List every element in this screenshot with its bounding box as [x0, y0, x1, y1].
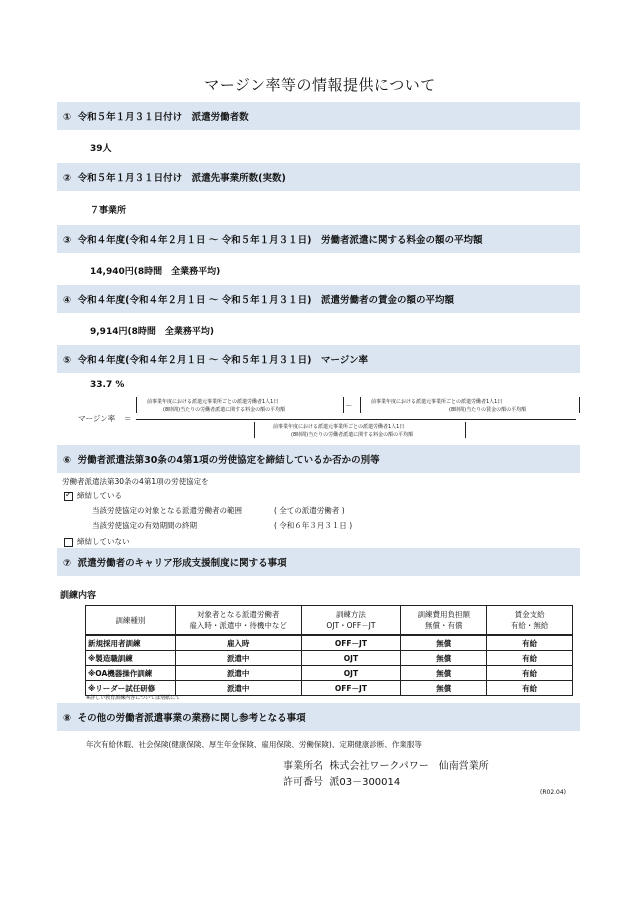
section-2-header [57, 163, 580, 191]
section-heading: 令和５年１月３１日付け 派遣先事業所数(実数) [77, 173, 286, 184]
training-heading: 訓練内容 [60, 591, 97, 601]
section-7-header [57, 548, 580, 576]
license-label: 許可番号 [283, 777, 323, 788]
agreement-scope-label: 当該労使協定の対象となる派遣労働者の範囲 [92, 506, 242, 515]
section-8-header [57, 703, 580, 731]
formula-term-fee [136, 397, 344, 413]
section-heading: 派遣労働者のキャリア形成支援制度に関する事項 [77, 558, 287, 569]
formula-label: マージン率 [78, 414, 116, 423]
agreement-concluded-label: 締結している [77, 491, 122, 500]
section-heading: 令和５年１月３１日付け 派遣労働者数 [77, 112, 249, 123]
office-name-label: 事業所名 [283, 761, 323, 772]
average-fee: 14,940円(8時間 全業務平均) [90, 267, 221, 277]
formula-equals: ＝ [124, 414, 132, 423]
section-number: ⑥ [63, 455, 72, 466]
average-wage: 9,914円(8時間 全業務平均) [90, 327, 214, 337]
formula-denominator-line1: 前事業年度における派遣元事業所ごとの派遣労働者1人1日 [273, 424, 405, 430]
checkbox-checked-icon [64, 492, 73, 501]
section-6-header [57, 445, 580, 473]
section-3-header [57, 225, 580, 253]
formula-term-wage-line1: 前事業年度における派遣元事業所ごとの派遣労働者1人1日 [371, 399, 503, 405]
office-name [283, 757, 489, 772]
table-row: ※リーダー試任研修 派遣中 OFF－JT 無償 有給 [86, 681, 573, 696]
section-number: ⑦ [63, 558, 72, 569]
header-training-type: 訓練種別 [86, 606, 176, 636]
training-table-header-row [86, 606, 573, 636]
section-4-header [57, 285, 580, 313]
formula-minus: － [345, 401, 353, 410]
agreement-not-concluded-label: 締結していない [77, 537, 130, 546]
section-number: ⑤ [63, 355, 72, 366]
formula-term-fee-line1: 前事業年度における派遣元事業所ごとの派遣労働者1人1日 [147, 399, 279, 405]
formula-denominator [254, 422, 466, 438]
section-1-header [57, 102, 580, 130]
client-office-count: ７事業所 [90, 206, 127, 216]
license-value: 派03－300014 [329, 777, 401, 788]
section-heading: 令和４年度(令和４年２月１日 ～ 令和５年１月３１日) 労働者派遣に関する料金の額の平均額 [77, 235, 483, 246]
worker-count: 39人 [90, 144, 112, 154]
section-number: ② [63, 173, 72, 184]
header-wage-payment: 賃金支給 有給・無給 [487, 606, 573, 636]
formula-fraction-line [136, 419, 576, 420]
table-row: ※OA機器操作訓練 派遣中 OJT 無償 有給 [86, 666, 573, 681]
checkbox-empty-icon [64, 538, 73, 547]
training-table [85, 605, 573, 696]
margin-rate-value: 33.7 % [90, 380, 125, 390]
formula-term-wage [360, 397, 580, 413]
agreement-scope-value: ( 全ての派遣労働者 ) [274, 506, 345, 515]
training-note: ※詳しい教育訓練内容については別紙にて [86, 695, 181, 701]
section-number: ⑧ [63, 713, 72, 724]
agreement-concluded-option [64, 490, 122, 501]
section-heading: 令和４年度(令和４年２月１日 ～ 令和５年１月３１日) 派遣労働者の賃金の額の平均額 [77, 295, 454, 306]
page-title: マージン率等の情報提供について [204, 76, 436, 94]
formula-term-wage-line2: (8時間)当たりの賃金の額の平均額 [449, 407, 527, 413]
section-number: ④ [63, 295, 72, 306]
formula-term-fee-line2: (8時間)当たりの労働者派遣に関する料金の額の平均額 [163, 407, 286, 413]
header-cost-burden: 訓練費用負担額 無償・有償 [401, 606, 487, 636]
agreement-end-label: 当該労使協定の有効期間の終期 [92, 521, 197, 530]
agreement-intro: 労働者派遣法第30条の4第1項の労使協定を [62, 477, 209, 486]
document-version: (R02.04) [540, 789, 567, 796]
other-info: 年次有給休暇、社会保険(健康保険、厚生年金保険、雇用保険、労働保険)、定期健康診断、作業服等 [86, 740, 422, 749]
header-target-workers: 対象者となる派遣労働者 雇入時・派遣中・待機中など [175, 606, 301, 636]
agreement-not-concluded-option [64, 536, 130, 547]
table-row: 新規採用者訓練 雇入時 OFF－JT 無償 有給 [86, 635, 573, 651]
section-number: ③ [63, 235, 72, 246]
office-name-value: 株式会社ワークパワー 仙南営業所 [329, 761, 489, 772]
section-number: ① [63, 112, 72, 123]
header-training-method: 訓練方法 OJT・OFF－JT [301, 606, 401, 636]
section-5-header [57, 345, 580, 373]
section-heading: 労働者派遣法第30条の4第1項の労使協定を締結しているか否かの別等 [77, 455, 380, 466]
table-row: ※製造職訓練 派遣中 OJT 無償 有給 [86, 651, 573, 666]
agreement-end-value: ( 令和６年３月３１日 ) [274, 521, 353, 530]
formula-denominator-line2: (8時間)当たりの労働者派遣に関する料金の額の平均額 [291, 432, 414, 438]
section-heading: その他の労働者派遣事業の業務に関し参考となる事項 [77, 713, 306, 724]
section-heading: 令和４年度(令和４年２月１日 ～ 令和５年１月３１日) マージン率 [77, 355, 369, 366]
license-number [283, 773, 400, 788]
